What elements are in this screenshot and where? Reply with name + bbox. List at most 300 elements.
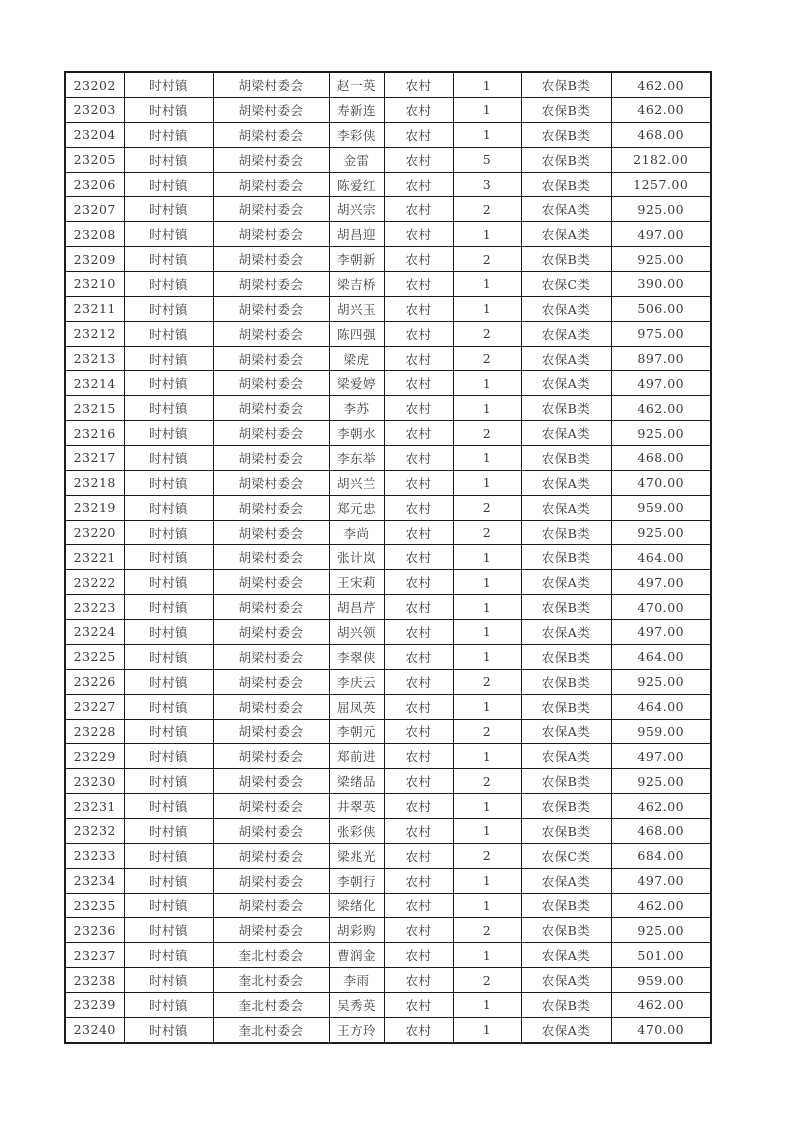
village-committee-cell: 胡梁村委会 [213, 868, 329, 893]
serial-cell: 23223 [65, 595, 124, 620]
person-count-cell: 2 [453, 520, 521, 545]
table-row [65, 520, 711, 545]
table-row [65, 1017, 711, 1043]
town-cell: 时村镇 [124, 421, 213, 446]
town-cell: 时村镇 [124, 172, 213, 197]
insurance-category-cell: 农保A类 [521, 620, 611, 645]
serial-cell: 23226 [65, 669, 124, 694]
insurance-category-cell: 农保A类 [521, 495, 611, 520]
table-row [65, 470, 711, 495]
village-committee-cell: 奎北村委会 [213, 968, 329, 993]
residence-type-cell: 农村 [384, 470, 453, 495]
insurance-category-cell: 农保B类 [521, 172, 611, 197]
village-committee-cell: 胡梁村委会 [213, 346, 329, 371]
residence-type-cell: 农村 [384, 868, 453, 893]
serial-cell: 23221 [65, 545, 124, 570]
person-count-cell: 1 [453, 272, 521, 297]
table-row [65, 172, 711, 197]
village-committee-cell: 胡梁村委会 [213, 520, 329, 545]
table-row [65, 992, 711, 1017]
village-committee-cell: 胡梁村委会 [213, 620, 329, 645]
residence-type-cell: 农村 [384, 421, 453, 446]
table-row [65, 72, 711, 98]
table-row [65, 893, 711, 918]
table-row [65, 943, 711, 968]
amount-cell: 959.00 [611, 968, 711, 993]
table-row [65, 644, 711, 669]
village-committee-cell: 胡梁村委会 [213, 744, 329, 769]
insurance-category-cell: 农保A类 [521, 570, 611, 595]
village-committee-cell: 胡梁村委会 [213, 769, 329, 794]
village-committee-cell: 胡梁村委会 [213, 197, 329, 222]
village-committee-cell: 胡梁村委会 [213, 644, 329, 669]
town-cell: 时村镇 [124, 620, 213, 645]
amount-cell: 925.00 [611, 918, 711, 943]
insurance-category-cell: 农保B类 [521, 893, 611, 918]
person-count-cell: 5 [453, 147, 521, 172]
village-committee-cell: 胡梁村委会 [213, 172, 329, 197]
town-cell: 时村镇 [124, 197, 213, 222]
person-name-cell: 王宋莉 [329, 570, 384, 595]
serial-cell: 23224 [65, 620, 124, 645]
person-name-cell: 张彩侠 [329, 818, 384, 843]
residence-type-cell: 农村 [384, 98, 453, 123]
table-row [65, 98, 711, 123]
table-row [65, 495, 711, 520]
person-count-cell: 1 [453, 694, 521, 719]
table-row [65, 296, 711, 321]
town-cell: 时村镇 [124, 868, 213, 893]
amount-cell: 462.00 [611, 794, 711, 819]
residence-type-cell: 农村 [384, 644, 453, 669]
serial-cell: 23237 [65, 943, 124, 968]
amount-cell: 464.00 [611, 545, 711, 570]
residence-type-cell: 农村 [384, 1017, 453, 1043]
residence-type-cell: 农村 [384, 222, 453, 247]
town-cell: 时村镇 [124, 669, 213, 694]
town-cell: 时村镇 [124, 122, 213, 147]
residence-type-cell: 农村 [384, 769, 453, 794]
serial-cell: 23240 [65, 1017, 124, 1043]
amount-cell: 925.00 [611, 769, 711, 794]
residence-type-cell: 农村 [384, 172, 453, 197]
residence-type-cell: 农村 [384, 371, 453, 396]
amount-cell: 497.00 [611, 222, 711, 247]
village-committee-cell: 胡梁村委会 [213, 918, 329, 943]
person-count-cell: 1 [453, 644, 521, 669]
insurance-category-cell: 农保C类 [521, 843, 611, 868]
village-committee-cell: 胡梁村委会 [213, 72, 329, 98]
person-count-cell: 2 [453, 247, 521, 272]
table-row [65, 669, 711, 694]
town-cell: 时村镇 [124, 893, 213, 918]
town-cell: 时村镇 [124, 98, 213, 123]
person-name-cell: 李东举 [329, 446, 384, 471]
residence-type-cell: 农村 [384, 744, 453, 769]
amount-cell: 462.00 [611, 72, 711, 98]
serial-cell: 23238 [65, 968, 124, 993]
residence-type-cell: 农村 [384, 272, 453, 297]
serial-cell: 23205 [65, 147, 124, 172]
person-count-cell: 2 [453, 495, 521, 520]
person-count-cell: 1 [453, 446, 521, 471]
table-row [65, 321, 711, 346]
town-cell: 时村镇 [124, 744, 213, 769]
town-cell: 时村镇 [124, 992, 213, 1017]
residence-type-cell: 农村 [384, 247, 453, 272]
person-count-cell: 2 [453, 968, 521, 993]
amount-cell: 2182.00 [611, 147, 711, 172]
person-name-cell: 郑前进 [329, 744, 384, 769]
town-cell: 时村镇 [124, 644, 213, 669]
person-count-cell: 2 [453, 769, 521, 794]
town-cell: 时村镇 [124, 818, 213, 843]
town-cell: 时村镇 [124, 694, 213, 719]
person-count-cell: 1 [453, 794, 521, 819]
village-committee-cell: 胡梁村委会 [213, 595, 329, 620]
insurance-category-cell: 农保B类 [521, 396, 611, 421]
village-committee-cell: 胡梁村委会 [213, 321, 329, 346]
person-name-cell: 李翠侠 [329, 644, 384, 669]
table-row [65, 197, 711, 222]
table-row [65, 421, 711, 446]
table-row [65, 371, 711, 396]
person-name-cell: 井翠英 [329, 794, 384, 819]
town-cell: 时村镇 [124, 446, 213, 471]
village-committee-cell: 胡梁村委会 [213, 396, 329, 421]
insurance-category-cell: 农保B类 [521, 446, 611, 471]
village-committee-cell: 奎北村委会 [213, 943, 329, 968]
residence-type-cell: 农村 [384, 72, 453, 98]
village-committee-cell: 胡梁村委会 [213, 818, 329, 843]
person-name-cell: 李朝新 [329, 247, 384, 272]
village-committee-cell: 胡梁村委会 [213, 421, 329, 446]
amount-cell: 497.00 [611, 371, 711, 396]
insurance-category-cell: 农保B类 [521, 669, 611, 694]
residence-type-cell: 农村 [384, 669, 453, 694]
town-cell: 时村镇 [124, 968, 213, 993]
table-row [65, 694, 711, 719]
residence-type-cell: 农村 [384, 296, 453, 321]
amount-cell: 497.00 [611, 744, 711, 769]
insurance-category-cell: 农保A类 [521, 371, 611, 396]
residence-type-cell: 农村 [384, 620, 453, 645]
person-name-cell: 王方玲 [329, 1017, 384, 1043]
residence-type-cell: 农村 [384, 794, 453, 819]
table-row [65, 396, 711, 421]
residence-type-cell: 农村 [384, 495, 453, 520]
amount-cell: 470.00 [611, 1017, 711, 1043]
residence-type-cell: 农村 [384, 893, 453, 918]
residence-type-cell: 农村 [384, 122, 453, 147]
person-name-cell: 张计岚 [329, 545, 384, 570]
table-row [65, 272, 711, 297]
amount-cell: 684.00 [611, 843, 711, 868]
serial-cell: 23212 [65, 321, 124, 346]
town-cell: 时村镇 [124, 247, 213, 272]
insurance-category-cell: 农保B类 [521, 98, 611, 123]
residence-type-cell: 农村 [384, 346, 453, 371]
residence-type-cell: 农村 [384, 694, 453, 719]
amount-cell: 959.00 [611, 719, 711, 744]
village-committee-cell: 胡梁村委会 [213, 446, 329, 471]
residence-type-cell: 农村 [384, 446, 453, 471]
person-count-cell: 1 [453, 893, 521, 918]
amount-cell: 959.00 [611, 495, 711, 520]
person-name-cell: 李尚 [329, 520, 384, 545]
person-name-cell: 梁兆光 [329, 843, 384, 868]
town-cell: 时村镇 [124, 769, 213, 794]
town-cell: 时村镇 [124, 147, 213, 172]
person-count-cell: 1 [453, 744, 521, 769]
amount-cell: 925.00 [611, 421, 711, 446]
serial-cell: 23206 [65, 172, 124, 197]
serial-cell: 23228 [65, 719, 124, 744]
amount-cell: 506.00 [611, 296, 711, 321]
table-row [65, 620, 711, 645]
person-count-cell: 1 [453, 620, 521, 645]
table-row [65, 570, 711, 595]
person-count-cell: 1 [453, 222, 521, 247]
serial-cell: 23235 [65, 893, 124, 918]
serial-cell: 23219 [65, 495, 124, 520]
table-row [65, 346, 711, 371]
village-committee-cell: 胡梁村委会 [213, 669, 329, 694]
amount-cell: 1257.00 [611, 172, 711, 197]
table-row [65, 545, 711, 570]
serial-cell: 23210 [65, 272, 124, 297]
table-row [65, 147, 711, 172]
town-cell: 时村镇 [124, 222, 213, 247]
person-count-cell: 1 [453, 570, 521, 595]
village-committee-cell: 胡梁村委会 [213, 296, 329, 321]
insurance-category-cell: 农保B类 [521, 918, 611, 943]
person-count-cell: 1 [453, 992, 521, 1017]
table-row [65, 222, 711, 247]
insurance-category-cell: 农保A类 [521, 321, 611, 346]
village-committee-cell: 胡梁村委会 [213, 893, 329, 918]
amount-cell: 925.00 [611, 520, 711, 545]
residence-type-cell: 农村 [384, 719, 453, 744]
table-row [65, 122, 711, 147]
insurance-category-cell: 农保A类 [521, 1017, 611, 1043]
town-cell: 时村镇 [124, 843, 213, 868]
insurance-category-cell: 农保A类 [521, 296, 611, 321]
village-committee-cell: 胡梁村委会 [213, 371, 329, 396]
serial-cell: 23214 [65, 371, 124, 396]
residence-type-cell: 农村 [384, 545, 453, 570]
amount-cell: 497.00 [611, 620, 711, 645]
town-cell: 时村镇 [124, 1017, 213, 1043]
village-committee-cell: 胡梁村委会 [213, 719, 329, 744]
serial-cell: 23218 [65, 470, 124, 495]
residence-type-cell: 农村 [384, 595, 453, 620]
table-row [65, 843, 711, 868]
person-name-cell: 梁虎 [329, 346, 384, 371]
person-name-cell: 梁爱婷 [329, 371, 384, 396]
person-name-cell: 胡兴玉 [329, 296, 384, 321]
person-count-cell: 2 [453, 197, 521, 222]
town-cell: 时村镇 [124, 595, 213, 620]
person-name-cell: 李庆云 [329, 669, 384, 694]
serial-cell: 23222 [65, 570, 124, 595]
insurance-category-cell: 农保B类 [521, 769, 611, 794]
person-name-cell: 胡昌迎 [329, 222, 384, 247]
amount-cell: 470.00 [611, 470, 711, 495]
town-cell: 时村镇 [124, 545, 213, 570]
person-name-cell: 郑元忠 [329, 495, 384, 520]
village-committee-cell: 奎北村委会 [213, 1017, 329, 1043]
person-name-cell: 梁绪品 [329, 769, 384, 794]
table-row [65, 446, 711, 471]
insurance-category-cell: 农保B类 [521, 992, 611, 1017]
person-name-cell: 胡彩购 [329, 918, 384, 943]
village-committee-cell: 胡梁村委会 [213, 694, 329, 719]
amount-cell: 925.00 [611, 197, 711, 222]
insurance-category-cell: 农保B类 [521, 694, 611, 719]
person-count-cell: 2 [453, 843, 521, 868]
person-name-cell: 曹润金 [329, 943, 384, 968]
serial-cell: 23215 [65, 396, 124, 421]
village-committee-cell: 胡梁村委会 [213, 272, 329, 297]
town-cell: 时村镇 [124, 943, 213, 968]
insurance-category-cell: 农保A类 [521, 943, 611, 968]
table-row [65, 769, 711, 794]
town-cell: 时村镇 [124, 272, 213, 297]
insurance-category-cell: 农保B类 [521, 818, 611, 843]
serial-cell: 23216 [65, 421, 124, 446]
amount-cell: 468.00 [611, 446, 711, 471]
town-cell: 时村镇 [124, 72, 213, 98]
table-row [65, 247, 711, 272]
amount-cell: 464.00 [611, 644, 711, 669]
village-committee-cell: 胡梁村委会 [213, 570, 329, 595]
town-cell: 时村镇 [124, 321, 213, 346]
serial-cell: 23239 [65, 992, 124, 1017]
village-committee-cell: 胡梁村委会 [213, 545, 329, 570]
insurance-category-cell: 农保B类 [521, 147, 611, 172]
person-count-cell: 2 [453, 918, 521, 943]
town-cell: 时村镇 [124, 371, 213, 396]
insurance-category-cell: 农保A类 [521, 968, 611, 993]
insurance-category-cell: 农保B类 [521, 247, 611, 272]
serial-cell: 23230 [65, 769, 124, 794]
insurance-category-cell: 农保B类 [521, 644, 611, 669]
amount-cell: 462.00 [611, 98, 711, 123]
serial-cell: 23227 [65, 694, 124, 719]
person-name-cell: 赵一英 [329, 72, 384, 98]
person-name-cell: 李雨 [329, 968, 384, 993]
amount-cell: 975.00 [611, 321, 711, 346]
person-count-cell: 1 [453, 818, 521, 843]
person-name-cell: 李朝行 [329, 868, 384, 893]
person-count-cell: 1 [453, 470, 521, 495]
village-committee-cell: 奎北村委会 [213, 992, 329, 1017]
person-count-cell: 1 [453, 1017, 521, 1043]
serial-cell: 23208 [65, 222, 124, 247]
person-name-cell: 吴秀英 [329, 992, 384, 1017]
residence-type-cell: 农村 [384, 818, 453, 843]
serial-cell: 23211 [65, 296, 124, 321]
person-name-cell: 金雷 [329, 147, 384, 172]
amount-cell: 464.00 [611, 694, 711, 719]
amount-cell: 497.00 [611, 570, 711, 595]
insurance-category-cell: 农保B类 [521, 122, 611, 147]
village-committee-cell: 胡梁村委会 [213, 470, 329, 495]
table-row [65, 818, 711, 843]
person-count-cell: 1 [453, 868, 521, 893]
amount-cell: 925.00 [611, 247, 711, 272]
person-name-cell: 李朝元 [329, 719, 384, 744]
person-name-cell: 屈凤英 [329, 694, 384, 719]
amount-cell: 897.00 [611, 346, 711, 371]
amount-cell: 497.00 [611, 868, 711, 893]
amount-cell: 468.00 [611, 122, 711, 147]
serial-cell: 23202 [65, 72, 124, 98]
village-committee-cell: 胡梁村委会 [213, 98, 329, 123]
table-row [65, 744, 711, 769]
person-name-cell: 胡兴领 [329, 620, 384, 645]
serial-cell: 23233 [65, 843, 124, 868]
person-count-cell: 1 [453, 595, 521, 620]
serial-cell: 23203 [65, 98, 124, 123]
person-name-cell: 梁绪化 [329, 893, 384, 918]
insurance-category-cell: 农保C类 [521, 272, 611, 297]
payment-roster-table [64, 71, 712, 1044]
serial-cell: 23217 [65, 446, 124, 471]
person-count-cell: 2 [453, 321, 521, 346]
person-name-cell: 李彩侠 [329, 122, 384, 147]
insurance-category-cell: 农保A类 [521, 744, 611, 769]
village-committee-cell: 胡梁村委会 [213, 247, 329, 272]
amount-cell: 925.00 [611, 669, 711, 694]
person-name-cell: 胡兴宗 [329, 197, 384, 222]
person-name-cell: 李朝水 [329, 421, 384, 446]
amount-cell: 501.00 [611, 943, 711, 968]
person-count-cell: 1 [453, 396, 521, 421]
person-count-cell: 1 [453, 371, 521, 396]
town-cell: 时村镇 [124, 346, 213, 371]
person-count-cell: 1 [453, 943, 521, 968]
village-committee-cell: 胡梁村委会 [213, 843, 329, 868]
insurance-category-cell: 农保B类 [521, 72, 611, 98]
insurance-category-cell: 农保A类 [521, 868, 611, 893]
amount-cell: 462.00 [611, 992, 711, 1017]
insurance-category-cell: 农保A类 [521, 222, 611, 247]
person-count-cell: 1 [453, 122, 521, 147]
serial-cell: 23204 [65, 122, 124, 147]
insurance-category-cell: 农保A类 [521, 421, 611, 446]
amount-cell: 462.00 [611, 893, 711, 918]
serial-cell: 23231 [65, 794, 124, 819]
serial-cell: 23225 [65, 644, 124, 669]
insurance-category-cell: 农保A类 [521, 197, 611, 222]
amount-cell: 468.00 [611, 818, 711, 843]
person-count-cell: 1 [453, 296, 521, 321]
person-count-cell: 1 [453, 72, 521, 98]
amount-cell: 390.00 [611, 272, 711, 297]
residence-type-cell: 农村 [384, 570, 453, 595]
insurance-category-cell: 农保A类 [521, 719, 611, 744]
serial-cell: 23234 [65, 868, 124, 893]
amount-cell: 470.00 [611, 595, 711, 620]
table-body [65, 72, 711, 1043]
person-name-cell: 陈爱红 [329, 172, 384, 197]
residence-type-cell: 农村 [384, 918, 453, 943]
village-committee-cell: 胡梁村委会 [213, 222, 329, 247]
table-row [65, 595, 711, 620]
serial-cell: 23236 [65, 918, 124, 943]
